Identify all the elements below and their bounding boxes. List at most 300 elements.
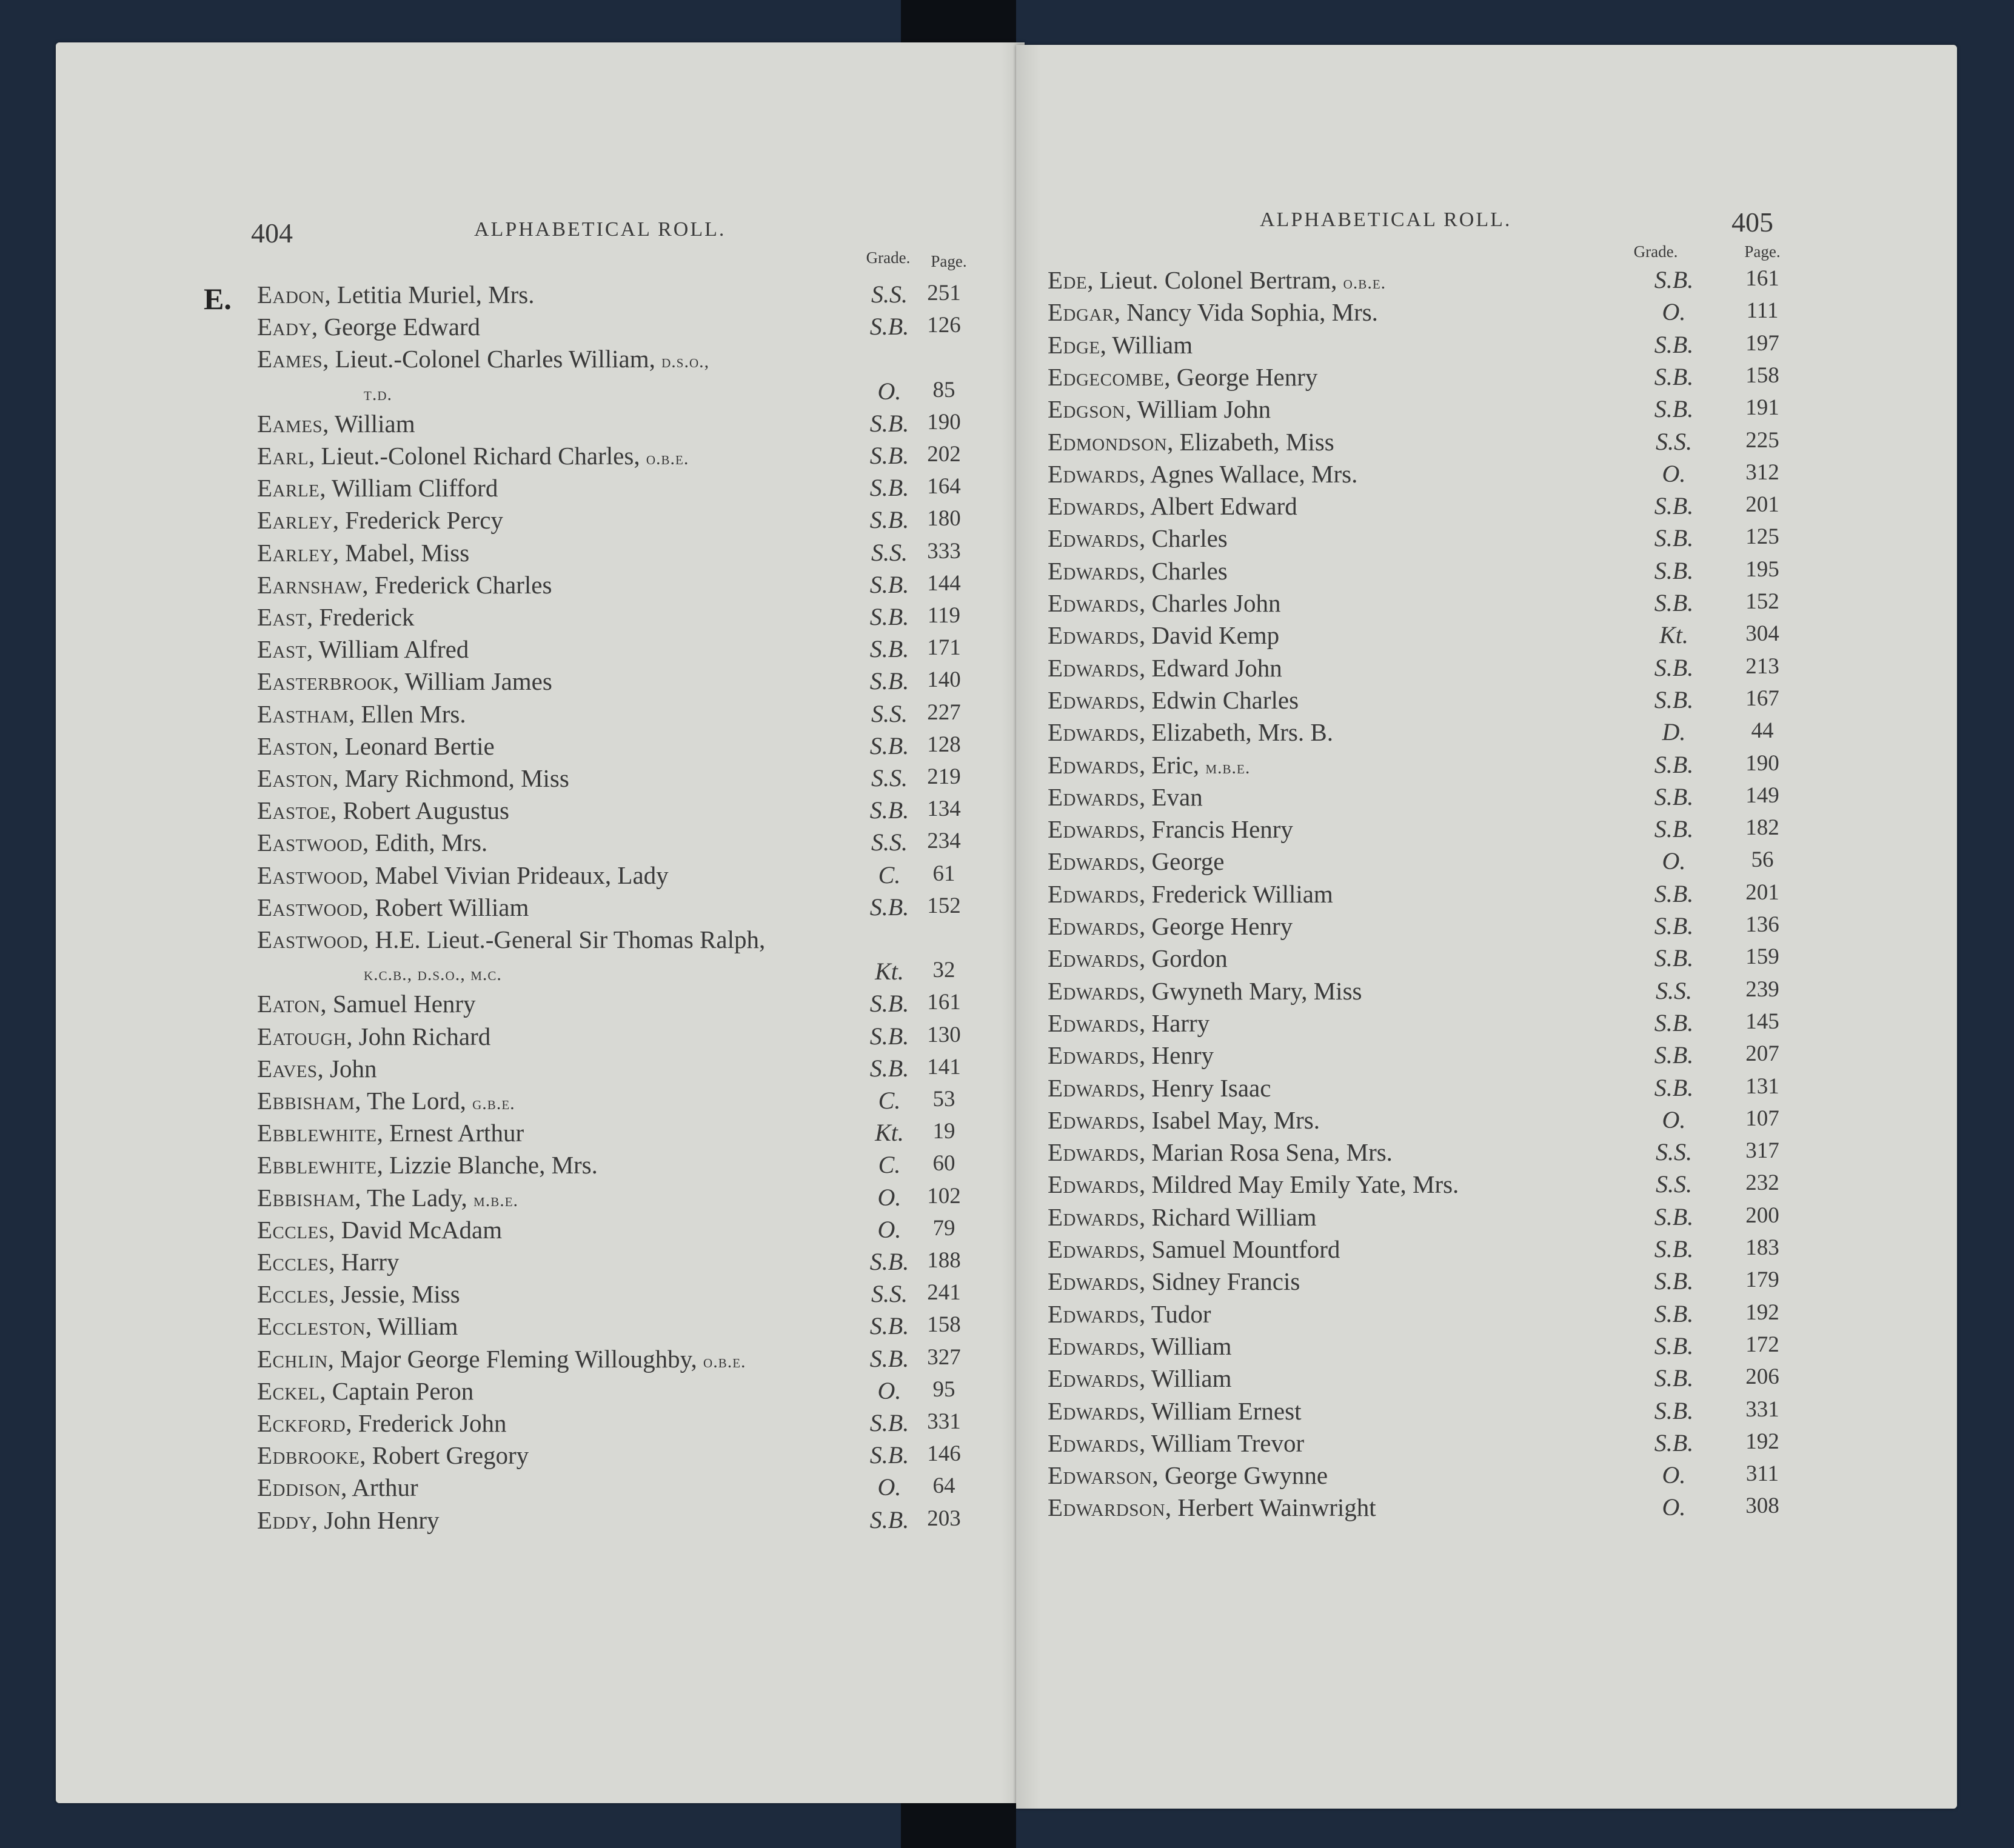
- table-row: [56, 764, 1025, 796]
- entry-name: [1048, 556, 1228, 585]
- table-row: [1016, 912, 1957, 944]
- entry-name: [257, 441, 689, 470]
- entry-page: 191: [1745, 395, 1779, 421]
- entry-name: [257, 602, 414, 632]
- entry-page: 182: [1745, 815, 1779, 841]
- entry-page: 190: [927, 409, 961, 435]
- table-row: [56, 473, 1025, 505]
- entry-page: 79: [932, 1215, 955, 1241]
- entry-surname: Edwards: [1048, 1429, 1140, 1457]
- entry-name: [1048, 1170, 1459, 1199]
- entry-given-names: , John: [317, 1054, 377, 1082]
- grade-column-header: Grade.: [1633, 242, 1678, 261]
- entry-grade: O.: [877, 1473, 902, 1501]
- entry-given-names: , Charles John: [1139, 589, 1281, 617]
- entry-name: [1048, 750, 1250, 779]
- entry-name: [257, 1247, 399, 1276]
- entry-surname: Earnshaw: [257, 570, 363, 599]
- table-row: [56, 1150, 1025, 1183]
- entry-page: 19: [932, 1119, 955, 1144]
- entry-page: 60: [932, 1151, 955, 1176]
- entry-name: [257, 699, 466, 729]
- entry-surname: Edmondson: [1048, 427, 1168, 456]
- entry-grade: S.B.: [1654, 1267, 1694, 1295]
- entry-name: [257, 473, 498, 502]
- entry-surname: Eccles: [257, 1215, 329, 1244]
- entry-surname: Edwards: [1048, 621, 1140, 650]
- entry-name: [1048, 1364, 1231, 1393]
- entry-name: [1048, 492, 1297, 521]
- entry-given-names: , Harry: [1139, 1009, 1210, 1037]
- entry-surname: Edwards: [1048, 1235, 1140, 1263]
- entry-grade: S.B.: [869, 1409, 909, 1436]
- entry-grade: S.B.: [1654, 492, 1694, 520]
- entry-name: [1048, 653, 1282, 682]
- entry-honours: m.b.e.: [1205, 757, 1251, 778]
- entry-grade: S.B.: [869, 409, 909, 437]
- entry-grade: S.B.: [869, 732, 909, 759]
- entry-surname: Edwards: [1048, 524, 1140, 553]
- entry-page: 227: [927, 699, 961, 725]
- entry-given-names: , William: [1100, 330, 1193, 359]
- entry-name: [257, 344, 709, 373]
- entry-surname: Edwards: [1048, 1106, 1140, 1134]
- table-row: [56, 1441, 1025, 1473]
- entry-grade: S.B.: [1654, 1396, 1694, 1424]
- entry-page: 183: [1745, 1235, 1779, 1260]
- entry-grade: S.B.: [869, 474, 909, 502]
- entry-page: 44: [1751, 718, 1774, 744]
- entry-given-names: , Eric,: [1139, 750, 1200, 779]
- entry-surname: Eastham: [257, 699, 349, 728]
- entry-name: [1048, 1332, 1231, 1361]
- table-row: [1016, 556, 1957, 589]
- table-row: [1016, 815, 1957, 847]
- entry-name: [1048, 1493, 1376, 1522]
- entry-name: [257, 1376, 473, 1406]
- entry-page: 195: [1745, 556, 1779, 582]
- entry-surname: Edwardson: [1048, 1493, 1165, 1522]
- entry-name: [1048, 1073, 1271, 1102]
- entry-name: [257, 538, 469, 567]
- entry-grade: S.B.: [869, 570, 909, 598]
- table-row: [1016, 1396, 1957, 1429]
- table-row: [1016, 1041, 1957, 1073]
- entry-grade: S.B.: [1654, 685, 1694, 713]
- entry-given-names: , Charles: [1139, 524, 1228, 553]
- table-row: [56, 344, 1025, 376]
- entry-grade: S.B.: [869, 506, 909, 534]
- entry-name: [257, 1086, 515, 1115]
- entry-given-names: , David Kemp: [1139, 621, 1280, 650]
- table-row: [56, 1279, 1025, 1312]
- entry-name: [1048, 1429, 1304, 1458]
- entry-surname: Eastwood: [257, 829, 363, 857]
- entry-grade: S.B.: [869, 1054, 909, 1082]
- entry-surname: Eastwood: [257, 861, 363, 889]
- entry-grade: S.B.: [869, 667, 909, 695]
- entry-page: 128: [927, 732, 961, 757]
- entry-surname: Eccles: [257, 1248, 329, 1276]
- entry-given-names: , William Ernest: [1139, 1396, 1302, 1425]
- entry-name: [257, 861, 669, 890]
- table-row: [56, 732, 1025, 764]
- table-row: [56, 1376, 1025, 1409]
- entry-grade: S.B.: [869, 1506, 909, 1533]
- entry-surname: Ebbisham: [257, 1183, 355, 1212]
- table-row: [1016, 1073, 1957, 1106]
- entry-given-names: , Arthur: [341, 1473, 418, 1502]
- entry-given-names: , Robert Gregory: [360, 1441, 529, 1470]
- table-row: [56, 828, 1025, 860]
- entry-grade: O.: [1662, 1106, 1686, 1133]
- entry-name: [1048, 782, 1203, 812]
- entry-given-names: , George Henry: [1139, 912, 1293, 940]
- entry-given-names: , Elizabeth, Miss: [1167, 427, 1334, 456]
- entry-name: [1048, 1267, 1300, 1296]
- entry-surname: Edgecombe: [1048, 362, 1165, 391]
- entry-surname: Edwards: [1048, 1364, 1140, 1393]
- table-row: [56, 635, 1025, 667]
- table-row: [56, 957, 1025, 989]
- table-row: [56, 1022, 1025, 1054]
- entry-page: 119: [927, 603, 961, 628]
- entry-page: 333: [927, 538, 961, 564]
- table-row: [56, 1215, 1025, 1247]
- entry-name: [257, 570, 552, 599]
- table-row: [1016, 1235, 1957, 1267]
- entry-given-names: , William James: [392, 667, 552, 696]
- entry-page: 131: [1745, 1073, 1779, 1099]
- entry-page: 141: [927, 1054, 961, 1079]
- table-row: [1016, 362, 1957, 395]
- entry-page: 134: [927, 796, 961, 822]
- entry-grade: S.S.: [871, 829, 908, 856]
- table-row: [1016, 976, 1957, 1009]
- entry-page: 167: [1745, 685, 1779, 711]
- entry-grade: S.B.: [1654, 944, 1694, 972]
- entry-page: 311: [1745, 1461, 1779, 1487]
- entry-grade: O.: [1662, 1461, 1686, 1489]
- table-row: [56, 796, 1025, 828]
- table-row: [56, 1473, 1025, 1505]
- section-letter: E.: [204, 282, 232, 316]
- entry-name: [1048, 1235, 1340, 1264]
- entry-given-names: , Mabel, Miss: [332, 538, 470, 567]
- entry-name: [257, 1279, 460, 1309]
- page-column-header: Page.: [931, 252, 967, 270]
- entry-given-names: , Isabel May, Mrs.: [1139, 1106, 1320, 1134]
- table-row: [56, 1344, 1025, 1376]
- entry-name: [1048, 1041, 1214, 1070]
- entry-name: [257, 1118, 524, 1147]
- table-row: [1016, 265, 1957, 298]
- entry-surname: Ebbisham: [257, 1087, 355, 1115]
- entry-name: [1048, 395, 1271, 424]
- entry-given-names: , Agnes Wallace, Mrs.: [1139, 459, 1358, 488]
- entry-given-names: , William: [365, 1312, 458, 1341]
- entry-honours: g.b.e.: [472, 1093, 515, 1113]
- entry-surname: Edwards: [1048, 1203, 1140, 1231]
- entry-name: [257, 667, 552, 696]
- entry-page: 207: [1745, 1041, 1779, 1067]
- entry-surname: Echlin: [257, 1344, 328, 1373]
- entry-page: 171: [927, 635, 961, 661]
- table-row: [1016, 589, 1957, 621]
- entry-grade: S.S.: [871, 764, 908, 792]
- table-row: [56, 1506, 1025, 1538]
- entry-page: 107: [1745, 1106, 1779, 1131]
- entry-surname: Edge: [1048, 330, 1100, 359]
- entry-page: 331: [1745, 1396, 1779, 1422]
- entry-grade: S.B.: [869, 1022, 909, 1050]
- table-row: [1016, 1106, 1957, 1138]
- entry-grade: O.: [877, 377, 902, 405]
- entry-name: [257, 1183, 518, 1212]
- entry-given-names: , Richard William: [1139, 1203, 1317, 1231]
- entry-page: 192: [1745, 1299, 1779, 1325]
- table-row: [1016, 847, 1957, 879]
- entry-given-names: , George Edward: [311, 313, 481, 341]
- entry-page: 308: [1745, 1493, 1779, 1519]
- entry-given-names: , William: [1139, 1364, 1232, 1393]
- table-row: [56, 1086, 1025, 1118]
- entry-given-names: , Lieut.-Colonel Charles William,: [323, 345, 655, 373]
- entry-given-names: , Edward John: [1139, 653, 1282, 682]
- entry-given-names: , The Lady,: [355, 1183, 467, 1212]
- entry-given-names: , Mabel Vivian Prideaux, Lady: [363, 861, 669, 889]
- entry-grade: S.B.: [1654, 1364, 1694, 1392]
- table-row: [56, 505, 1025, 538]
- entry-name: [1048, 1106, 1320, 1135]
- table-row: [56, 570, 1025, 602]
- entry-page: 32: [932, 958, 955, 983]
- entry-name: [257, 1054, 377, 1083]
- entry-name: [257, 1506, 440, 1535]
- entry-name: [257, 732, 495, 761]
- entry-given-names: , Elizabeth, Mrs. B.: [1139, 718, 1333, 747]
- entry-page: 317: [1745, 1138, 1779, 1164]
- entry-name: [1048, 1396, 1301, 1426]
- entry-surname: Easton: [257, 764, 333, 792]
- entry-given-names: , Sidney Francis: [1139, 1267, 1300, 1296]
- entry-page: 64: [932, 1473, 955, 1499]
- entry-surname: Edwards: [1048, 1138, 1140, 1167]
- entry-grade: C.: [878, 861, 901, 889]
- entry-page: 140: [927, 667, 961, 693]
- table-row: [56, 699, 1025, 732]
- entry-grade: D.: [1662, 718, 1686, 746]
- entry-name: [257, 505, 503, 535]
- entry-page: 161: [927, 990, 961, 1015]
- entry-given-names: , Frederick: [306, 603, 415, 631]
- left-page: [56, 42, 1025, 1803]
- table-row: [1016, 1170, 1957, 1202]
- entry-page: 144: [927, 570, 961, 596]
- entry-name: [1048, 330, 1193, 359]
- entry-given-names: , Evan: [1139, 782, 1203, 811]
- entry-grade: S.B.: [1654, 556, 1694, 584]
- entry-grade: S.B.: [1654, 1235, 1694, 1263]
- entry-name: [1048, 1299, 1211, 1329]
- entry-surname: Eaton: [257, 990, 321, 1018]
- entry-grade: Kt.: [875, 1119, 904, 1147]
- entry-name: [1048, 524, 1228, 553]
- entry-page: 241: [927, 1280, 961, 1306]
- table-row: [56, 893, 1025, 925]
- table-row: [1016, 1493, 1957, 1525]
- table-row: [1016, 1138, 1957, 1170]
- entry-name: [1048, 1009, 1209, 1038]
- page-number: 405: [1731, 207, 1773, 238]
- entry-name: [257, 280, 535, 309]
- entry-grade: S.B.: [1654, 362, 1694, 390]
- entry-name: [1048, 265, 1386, 295]
- entry-name: [257, 312, 480, 341]
- entry-given-names: , H.E. Lieut.-General Sir Thomas Ralph,: [363, 926, 766, 953]
- entry-surname: Eddy: [257, 1506, 312, 1534]
- entry-surname: Eddison: [257, 1473, 341, 1502]
- entry-given-names: , Ellen Mrs.: [349, 699, 466, 728]
- entry-name: [257, 893, 529, 922]
- entry-grade: S.S.: [871, 699, 908, 727]
- entry-name: [1048, 427, 1334, 456]
- entry-given-names: , Henry Isaac: [1139, 1073, 1271, 1102]
- entry-page: 85: [932, 377, 955, 402]
- entry-given-names: , William Trevor: [1139, 1429, 1305, 1457]
- entry-grade: S.B.: [869, 635, 909, 663]
- entry-given-names: , Lieut. Colonel Bertram,: [1087, 266, 1337, 294]
- entry-page: 158: [927, 1312, 961, 1338]
- entry-page: 159: [1745, 944, 1779, 970]
- entry-surname: Easton: [257, 732, 333, 760]
- entry-name: [257, 989, 476, 1018]
- entry-given-names: , William: [323, 409, 415, 438]
- entry-surname: Earle: [257, 474, 320, 502]
- running-head: ALPHABETICAL ROLL.: [1260, 208, 1512, 231]
- entry-given-names: , Gordon: [1139, 944, 1228, 973]
- table-row: [1016, 879, 1957, 912]
- entry-name: [257, 1022, 490, 1051]
- entry-grade: S.B.: [1654, 815, 1694, 843]
- entry-given-names: , Edith, Mrs.: [363, 829, 488, 857]
- entry-grade: O.: [1662, 847, 1686, 875]
- right-page: [1016, 45, 1957, 1809]
- entry-grade: S.B.: [1654, 589, 1694, 616]
- entry-page: 95: [932, 1376, 955, 1402]
- entry-page: 201: [1745, 492, 1779, 518]
- entry-given-names: , George: [1139, 847, 1225, 876]
- table-row: [1016, 330, 1957, 362]
- entry-surname: Eaves: [257, 1054, 318, 1082]
- entry-surname: Edwards: [1048, 556, 1140, 585]
- entry-page: 164: [927, 474, 961, 499]
- entry-given-names: , Major George Fleming Willoughby,: [327, 1344, 697, 1373]
- table-row: [1016, 459, 1957, 492]
- entry-given-names: , Nancy Vida Sophia, Mrs.: [1114, 298, 1378, 327]
- entry-name: [1048, 1461, 1328, 1490]
- entry-given-names: , Frederick Charles: [362, 570, 552, 599]
- entry-name: [257, 1312, 458, 1341]
- entry-grade: S.B.: [1654, 879, 1694, 907]
- entry-surname: Edwards: [1048, 847, 1140, 876]
- entry-page: 232: [1745, 1170, 1779, 1196]
- entry-grade: S.S.: [871, 1280, 908, 1308]
- entry-grade: O.: [877, 1376, 902, 1404]
- entry-given-names: , Ernest Arthur: [376, 1119, 524, 1147]
- entry-surname: Eccleston: [257, 1312, 366, 1341]
- entry-page: 179: [1745, 1267, 1779, 1293]
- entry-name: [1048, 815, 1293, 844]
- entry-name: [257, 1473, 418, 1502]
- entry-grade: S.B.: [1654, 1203, 1694, 1230]
- entry-page: 152: [927, 893, 961, 918]
- entry-grade: S.B.: [1654, 653, 1694, 681]
- entry-name: [257, 1409, 507, 1438]
- entry-surname: Edwards: [1048, 685, 1140, 714]
- entry-name: [257, 1215, 502, 1244]
- entry-given-names: , Frederick John: [346, 1409, 507, 1437]
- entry-grade: S.B.: [1654, 782, 1694, 810]
- entry-given-names: , William Alfred: [306, 635, 469, 664]
- entry-page: 219: [927, 764, 961, 789]
- entry-grade: S.S.: [1656, 427, 1692, 455]
- entry-grade: S.B.: [869, 442, 909, 469]
- entry-grade: S.B.: [1654, 1041, 1694, 1069]
- table-row: [1016, 621, 1957, 653]
- entry-name: [1048, 589, 1280, 618]
- table-row: [1016, 653, 1957, 685]
- entry-name: [257, 925, 765, 954]
- entry-given-names: , Samuel Henry: [320, 990, 476, 1018]
- table-row: [1016, 1299, 1957, 1332]
- entry-grade: S.S.: [1656, 976, 1692, 1004]
- entry-page: 125: [1745, 524, 1779, 550]
- table-row: [56, 441, 1025, 473]
- entry-grade: S.B.: [1654, 750, 1694, 778]
- entry-grade: S.B.: [869, 313, 909, 341]
- entry-surname: Easterbrook: [257, 667, 393, 696]
- entry-name: [1048, 1203, 1317, 1232]
- entry-name: [257, 1344, 746, 1373]
- entry-honours: o.b.e.: [646, 449, 689, 469]
- entry-given-names: , Tudor: [1139, 1299, 1211, 1328]
- entry-given-names: , William Clifford: [319, 474, 498, 502]
- entry-grade: S.B.: [1654, 1299, 1694, 1327]
- entry-grade: S.B.: [869, 990, 909, 1018]
- entry-given-names: , Marian Rosa Sena, Mrs.: [1139, 1138, 1393, 1167]
- grade-column-header: Grade.: [866, 249, 911, 267]
- entry-page: 180: [927, 506, 961, 532]
- entry-surname: Eastwood: [257, 893, 363, 921]
- entry-page: 56: [1751, 847, 1774, 873]
- entry-given-names: , Mary Richmond, Miss: [332, 764, 569, 792]
- entry-name: [257, 1441, 529, 1470]
- table-row: [56, 312, 1025, 344]
- table-row: [56, 602, 1025, 635]
- entry-grade: S.B.: [1654, 330, 1694, 358]
- entry-grade: C.: [878, 1151, 901, 1179]
- entry-name: [364, 377, 392, 406]
- entry-given-names: , Captain Peron: [319, 1376, 474, 1405]
- entry-page: 251: [927, 281, 961, 305]
- entry-given-names: , Herbert Wainwright: [1165, 1493, 1376, 1522]
- entry-name: [1048, 879, 1333, 909]
- entry-name: [1048, 298, 1378, 327]
- entry-page: 53: [932, 1087, 955, 1112]
- entry-grade: S.B.: [869, 1441, 909, 1469]
- table-row: [56, 1054, 1025, 1086]
